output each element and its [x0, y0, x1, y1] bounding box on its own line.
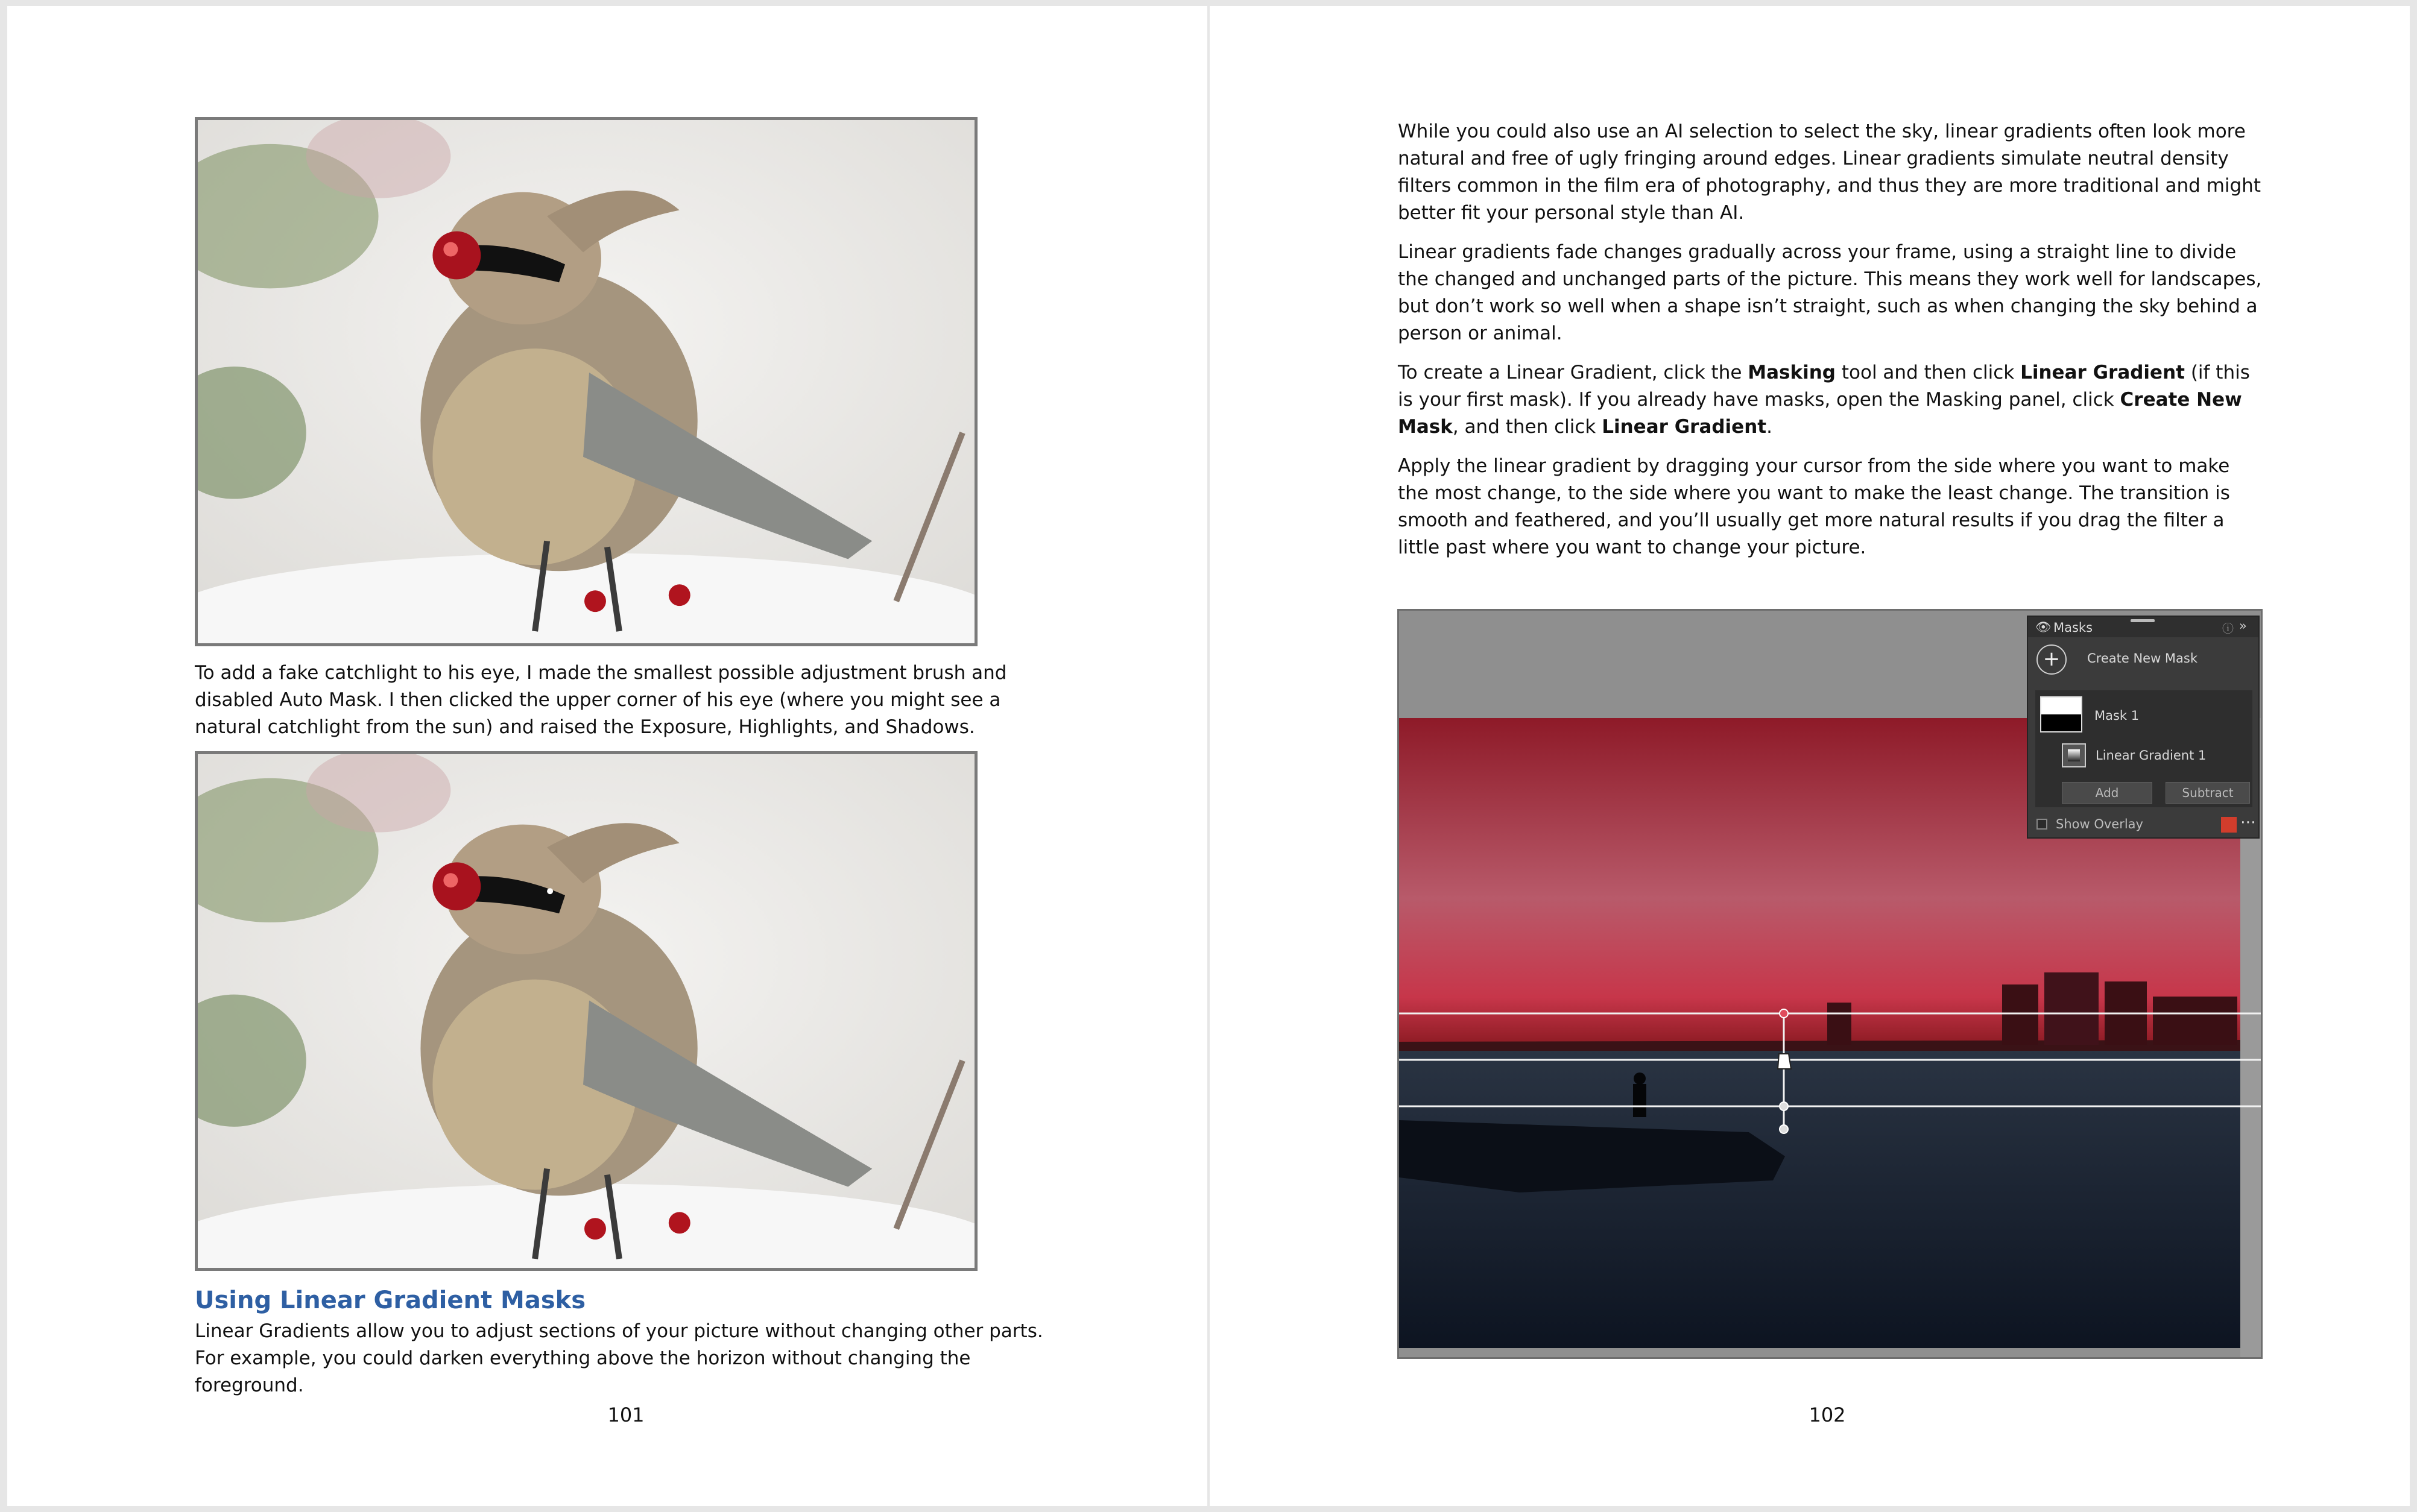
- waxwing-photo-top: [195, 117, 978, 646]
- create-new-mask-term: Create New Mask: [1398, 389, 2242, 438]
- show-overlay-row: [2036, 813, 2256, 834]
- page-number-right: 102: [1809, 1403, 1846, 1426]
- waxwing-photo-bottom: [195, 751, 978, 1271]
- linear-gradient-term-2: Linear Gradient: [1602, 416, 1767, 438]
- masking-term: Masking: [1748, 362, 1836, 383]
- mask-1-label[interactable]: Mask 1: [2094, 708, 2140, 723]
- expand-icon[interactable]: »: [2239, 619, 2247, 633]
- right-page-text: [1398, 118, 2266, 573]
- right-page: [1210, 6, 2410, 1506]
- plus-icon[interactable]: +: [2036, 644, 2067, 675]
- section-heading: Using Linear Gradient Masks: [195, 1287, 586, 1314]
- paragraph-ai-vs-gradient: While you could also use an AI selection to select the sky, linear gradients often look more natural and free of ugly fringing around edges. Linear gradients simulate neutral density filters common in the film era of photography, and thus they are more traditional and might better fit your personal style than AI.: [1398, 121, 2261, 224]
- mask-list: [2035, 690, 2252, 807]
- section-intro: Linear Gradients allow you to adjust sections of your picture without changing other parts. For example, you could darken everything above the horizon without changing the foreground.: [195, 1320, 1043, 1396]
- more-options-icon[interactable]: ⋯: [2240, 813, 2256, 831]
- add-label: Add: [2095, 786, 2119, 800]
- create-new-mask-button[interactable]: [2036, 644, 2251, 675]
- show-overlay-checkbox[interactable]: [2036, 819, 2047, 830]
- create-new-mask-label: Create New Mask: [2087, 651, 2198, 666]
- mask-thumbnail[interactable]: [2040, 696, 2082, 732]
- masks-panel-header: [2028, 617, 2258, 637]
- paragraph-gradient-explained: Linear gradients fade changes gradually across your frame, using a straight line to divide the changed and unchanged parts of the picture. This means they work well for landscapes, but don’t work so well when a shape isn’t straight, such as when changing the sky behind a person or animal.: [1398, 241, 2262, 344]
- paragraph-create-gradient: To create a Linear Gradient, click the Masking tool and then click Linear Gradient (if this is your first mask). If you already have masks, open the Masking panel, click Create New Mask, and then click Linear Gradient.: [1398, 362, 2250, 438]
- linear-gradient-icon[interactable]: [2062, 743, 2086, 767]
- drag-handle-icon[interactable]: [2131, 619, 2155, 622]
- linear-gradient-term: Linear Gradient: [2020, 362, 2185, 383]
- paragraph-apply-gradient: Apply the linear gradient by dragging your cursor from the side where you want to make the most change, to the side where you want to make the least change. The transition is smooth and feathered, and you’ll usually get more natural results if you drag the filter a little past where you want to change your picture.: [1398, 455, 2230, 558]
- waxwing-image-catchlight: [198, 754, 975, 1268]
- left-page: [7, 6, 1207, 1506]
- help-icon[interactable]: ⓘ: [2222, 622, 2234, 635]
- add-button[interactable]: [2062, 782, 2152, 804]
- catchlight-caption: To add a fake catchlight to his eye, I made the smallest possible adjustment brush and disabled Auto Mask. I then clicked the upper corner of his eye (where you might see a natural catchlight from the sun) and raised the Exposure, Highlights, and Shadows.: [195, 662, 1007, 738]
- page-number-left: 101: [607, 1403, 645, 1426]
- waxwing-image: [198, 120, 975, 643]
- masks-title: Masks: [2053, 620, 2093, 635]
- show-overlay-label: Show Overlay: [2056, 817, 2143, 831]
- subtract-button[interactable]: [2166, 782, 2250, 804]
- eye-icon[interactable]: 👁: [2035, 620, 2052, 634]
- overlay-color-swatch[interactable]: [2221, 817, 2237, 833]
- linear-gradient-1-label[interactable]: Linear Gradient 1: [2096, 748, 2207, 763]
- masks-panel: [2027, 616, 2260, 839]
- subtract-label: Subtract: [2182, 786, 2234, 800]
